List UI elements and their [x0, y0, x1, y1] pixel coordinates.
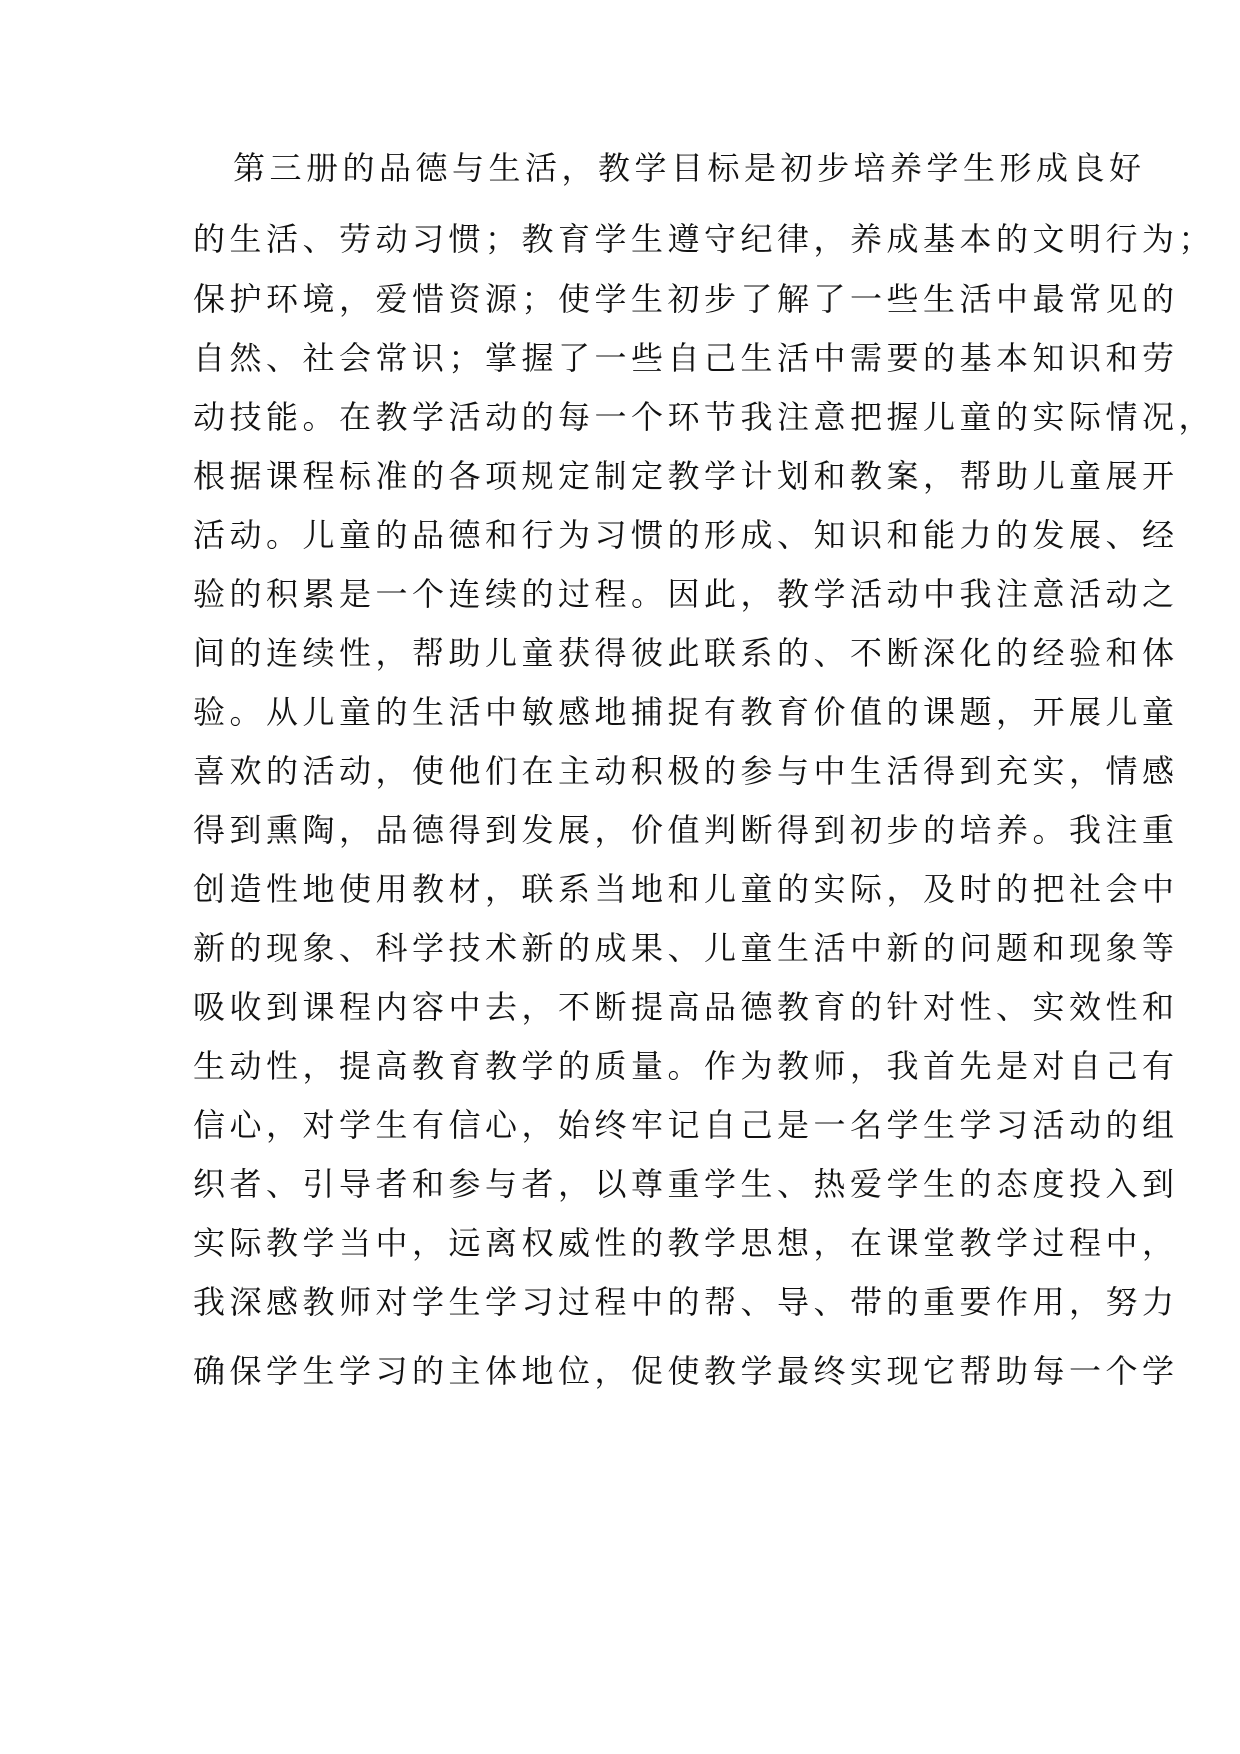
paragraph-line: 生动性，提高教育教学的质量。作为教师，我首先是对自己有	[193, 1047, 1179, 1085]
paragraph-line: 我深感教师对学生学习过程中的帮、导、带的重要作用，努力	[193, 1283, 1179, 1321]
paragraph-line: 根据课程标准的各项规定制定教学计划和教案，帮助儿童展开	[193, 457, 1179, 495]
paragraph-line: 吸收到课程内容中去，不断提高品德教育的针对性、实效性和	[193, 988, 1179, 1026]
paragraph-line: 第三册的品德与生活，教学目标是初步培养学生形成良好	[233, 149, 1146, 187]
paragraph-line: 保护环境，爱惜资源；使学生初步了解了一些生活中最常见的	[193, 280, 1179, 318]
paragraph-line: 间的连续性，帮助儿童获得彼此联系的、不断深化的经验和体	[193, 634, 1179, 672]
paragraph-line: 新的现象、科学技术新的成果、儿童生活中新的问题和现象等	[193, 929, 1179, 967]
paragraph-line: 织者、引导者和参与者，以尊重学生、热爱学生的态度投入到	[193, 1165, 1179, 1203]
paragraph-line: 验。从儿童的生活中敏感地捕捉有教育价值的课题，开展儿童	[193, 693, 1179, 731]
paragraph-line: 喜欢的活动，使他们在主动积极的参与中生活得到充实，情感	[193, 752, 1179, 790]
paragraph-line: 得到熏陶，品德得到发展，价值判断得到初步的培养。我注重	[193, 811, 1179, 849]
paragraph-line: 实际教学当中，远离权威性的教学思想，在课堂教学过程中，	[193, 1224, 1179, 1262]
paragraph-line: 验的积累是一个连续的过程。因此，教学活动中我注意活动之	[193, 575, 1179, 613]
paragraph-line: 信心，对学生有信心，始终牢记自己是一名学生学习活动的组	[193, 1106, 1179, 1144]
paragraph-line: 的生活、劳动习惯；教育学生遵守纪律，养成基本的文明行为；	[193, 220, 1216, 258]
paragraph-line: 创造性地使用教材，联系当地和儿童的实际，及时的把社会中	[193, 870, 1179, 908]
paragraph-line: 自然、社会常识；掌握了一些自己生活中需要的基本知识和劳	[193, 339, 1179, 377]
paragraph-line: 动技能。在教学活动的每一个环节我注意把握儿童的实际情况，	[193, 398, 1216, 436]
paragraph-line: 确保学生学习的主体地位，促使教学最终实现它帮助每一个学	[193, 1352, 1179, 1390]
paragraph-line: 活动。儿童的品德和行为习惯的形成、知识和能力的发展、经	[193, 516, 1179, 554]
